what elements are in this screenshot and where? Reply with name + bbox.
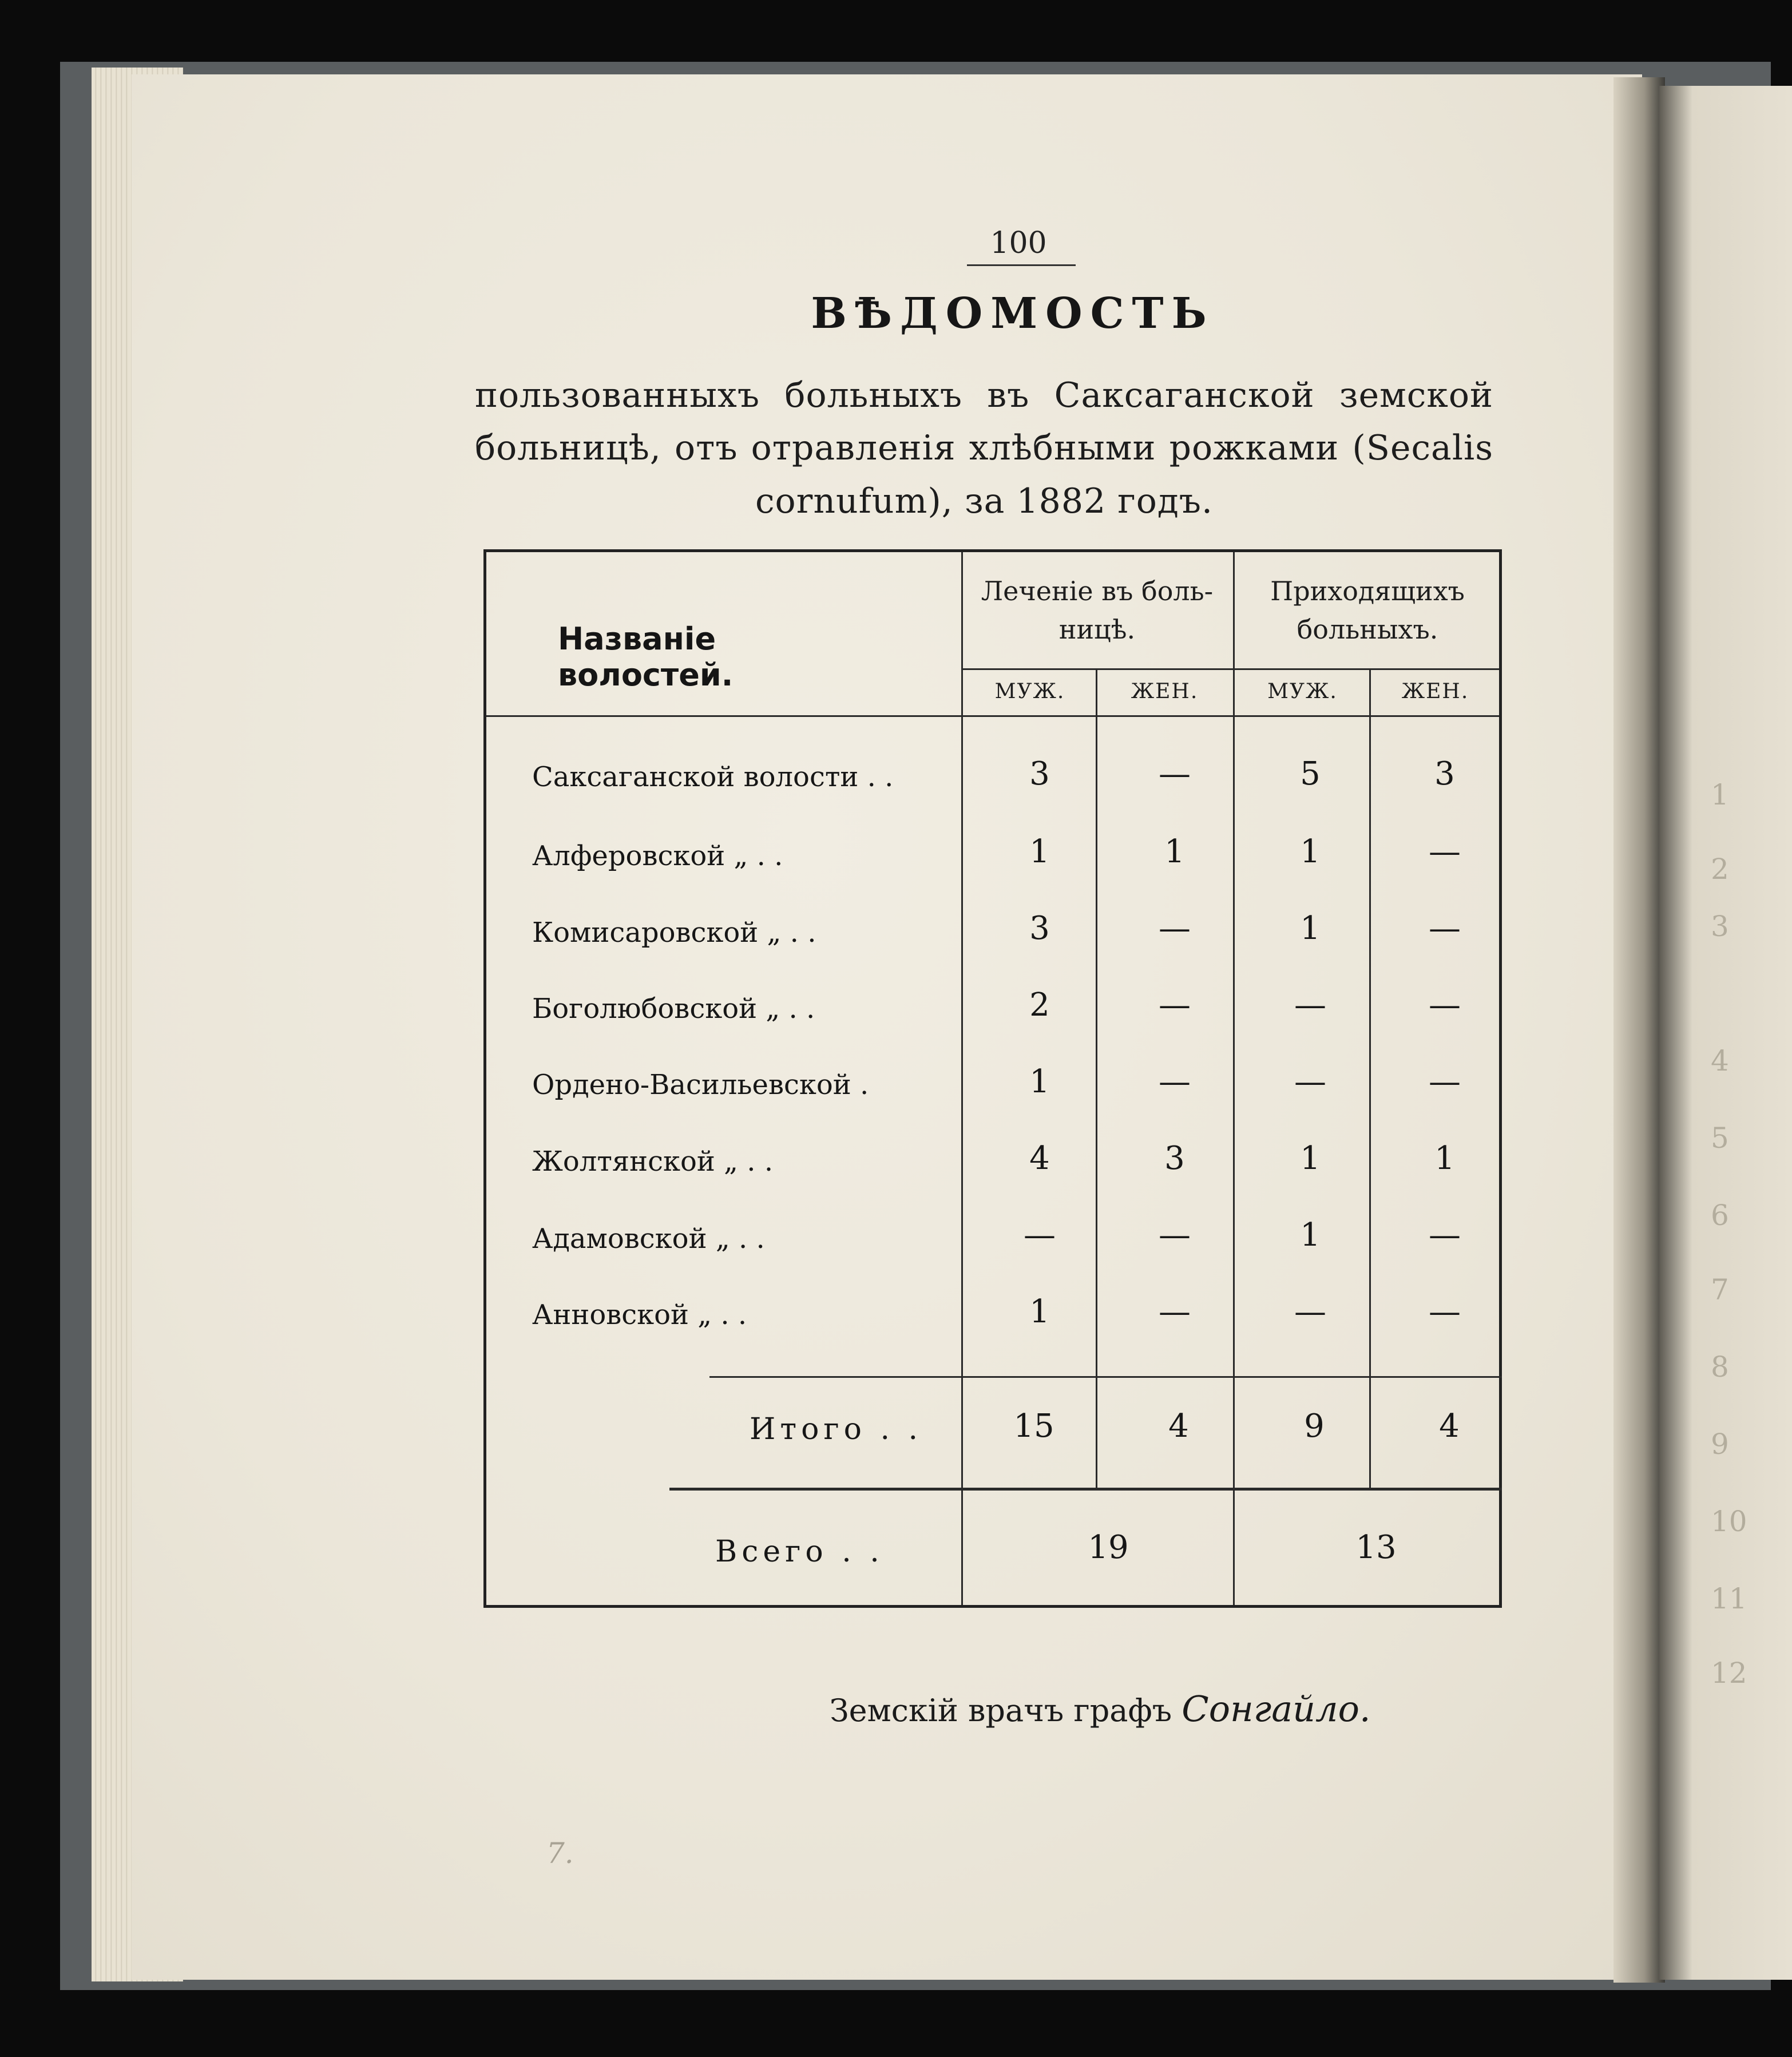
book-gutter bbox=[1613, 77, 1665, 1983]
page-number-rule bbox=[967, 264, 1076, 266]
total-cell: 9 bbox=[1304, 1408, 1325, 1445]
page-number: 100 bbox=[990, 226, 1047, 260]
column-header-hospital: Леченіе въ боль- ницѣ. bbox=[981, 576, 1214, 645]
column-subheader-women: ЖЕН. bbox=[1131, 680, 1199, 703]
page-subtitle: пользованныхъ больныхъ въ Саксаганской земской больницѣ, отъ отравленія хлѣбными рожками (Secalis cornufum), за 1882 годъ. bbox=[475, 375, 1493, 521]
next-page-number: 10 bbox=[1711, 1505, 1747, 1538]
table-cell: 1 bbox=[1029, 1063, 1050, 1100]
column-subheader-men: МУЖ. bbox=[994, 680, 1065, 703]
table-cell: 2 bbox=[1029, 986, 1050, 1024]
row-label: Адамовской „ . . bbox=[532, 1223, 765, 1255]
column-subheader-women: ЖЕН. bbox=[1401, 680, 1469, 703]
table-cell: — bbox=[1429, 1216, 1461, 1254]
table-cell: — bbox=[1294, 1063, 1326, 1100]
table-cell: — bbox=[1429, 1293, 1461, 1330]
row-label: Жолтянской „ . . bbox=[532, 1146, 774, 1178]
next-page bbox=[1659, 86, 1792, 1980]
column-subheader-men: МУЖ. bbox=[1267, 680, 1338, 703]
next-page-number: 4 bbox=[1711, 1044, 1729, 1077]
table-cell: — bbox=[1159, 1216, 1191, 1254]
row-label: Боголюбовской „ . . bbox=[532, 993, 815, 1025]
row-label: Саксаганской волости . . bbox=[532, 761, 894, 793]
pencil-mark: 7. bbox=[546, 1837, 574, 1870]
table-cell: — bbox=[1294, 986, 1326, 1024]
table-cell: — bbox=[1429, 986, 1461, 1024]
table-cell: — bbox=[1159, 755, 1191, 792]
table-cell: 3 bbox=[1029, 910, 1050, 947]
table-grand-total-rule bbox=[669, 1488, 1502, 1491]
table-cell: 1 bbox=[1164, 833, 1185, 870]
signature-line bbox=[830, 1688, 1371, 1730]
table-cell: 5 bbox=[1300, 755, 1321, 792]
row-label: Ордено-Васильевской . bbox=[532, 1069, 869, 1101]
next-page-number: 3 bbox=[1711, 910, 1729, 943]
table-column-divider bbox=[1233, 552, 1235, 1605]
row-label: Анновской „ . . bbox=[532, 1299, 747, 1331]
table-header-divider bbox=[961, 668, 1499, 670]
column-header-name: Названіе волостей. bbox=[558, 621, 734, 693]
grand-total-label: Всего . . bbox=[715, 1535, 884, 1569]
table-cell: 1 bbox=[1300, 910, 1321, 947]
table-cell: 1 bbox=[1300, 833, 1321, 870]
table-column-divider bbox=[1369, 669, 1371, 1491]
total-label: Итого . . bbox=[750, 1412, 923, 1446]
next-page-number: 2 bbox=[1711, 853, 1729, 886]
next-page-number: 11 bbox=[1711, 1582, 1747, 1615]
signature-name: Сонгайло. bbox=[1182, 1688, 1371, 1730]
grand-total-cell: 19 bbox=[1088, 1529, 1129, 1566]
row-label: Алферовской „ . . bbox=[532, 840, 783, 872]
next-page-number: 7 bbox=[1711, 1273, 1729, 1306]
total-cell: 4 bbox=[1439, 1408, 1460, 1445]
table-cell: — bbox=[1429, 833, 1461, 870]
next-page-number: 6 bbox=[1711, 1199, 1729, 1232]
table-cell: 1 bbox=[1300, 1140, 1321, 1177]
page-title: ВѢДОМОСТЬ bbox=[811, 289, 1215, 338]
next-page-number: 1 bbox=[1711, 778, 1729, 811]
row-label: Комисаровской „ . . bbox=[532, 917, 816, 949]
grand-total-cell: 13 bbox=[1355, 1529, 1397, 1566]
table-header-bottom-rule bbox=[486, 715, 1499, 717]
table-cell: — bbox=[1429, 1063, 1461, 1100]
table-cell: — bbox=[1159, 986, 1191, 1024]
table-column-divider bbox=[1096, 669, 1097, 1491]
table-cell: — bbox=[1294, 1293, 1326, 1330]
table-cell: — bbox=[1429, 910, 1461, 947]
column-header-outpatients: Приходящихъ больныхъ. bbox=[1270, 576, 1465, 645]
next-page-number: 5 bbox=[1711, 1121, 1729, 1155]
table-cell: 1 bbox=[1029, 833, 1050, 870]
next-page-number: 9 bbox=[1711, 1428, 1729, 1461]
table-cell: 3 bbox=[1164, 1140, 1185, 1177]
next-page-number: 12 bbox=[1711, 1656, 1747, 1690]
total-cell: 15 bbox=[1013, 1408, 1054, 1445]
table-cell: — bbox=[1159, 910, 1191, 947]
table-cell: — bbox=[1024, 1216, 1056, 1254]
total-cell: 4 bbox=[1168, 1408, 1189, 1445]
table-cell: 3 bbox=[1434, 755, 1455, 792]
table-cell: 1 bbox=[1434, 1140, 1455, 1177]
next-page-number: 8 bbox=[1711, 1350, 1729, 1384]
table-cell: 1 bbox=[1300, 1216, 1321, 1254]
table-cell: — bbox=[1159, 1293, 1191, 1330]
table-cell: 4 bbox=[1029, 1140, 1050, 1177]
signature-prefix: Земскій врачъ графъ bbox=[830, 1693, 1172, 1729]
table-total-rule bbox=[709, 1376, 1502, 1378]
table-cell: — bbox=[1159, 1063, 1191, 1100]
table-cell: 3 bbox=[1029, 755, 1050, 792]
table-cell: 1 bbox=[1029, 1293, 1050, 1330]
